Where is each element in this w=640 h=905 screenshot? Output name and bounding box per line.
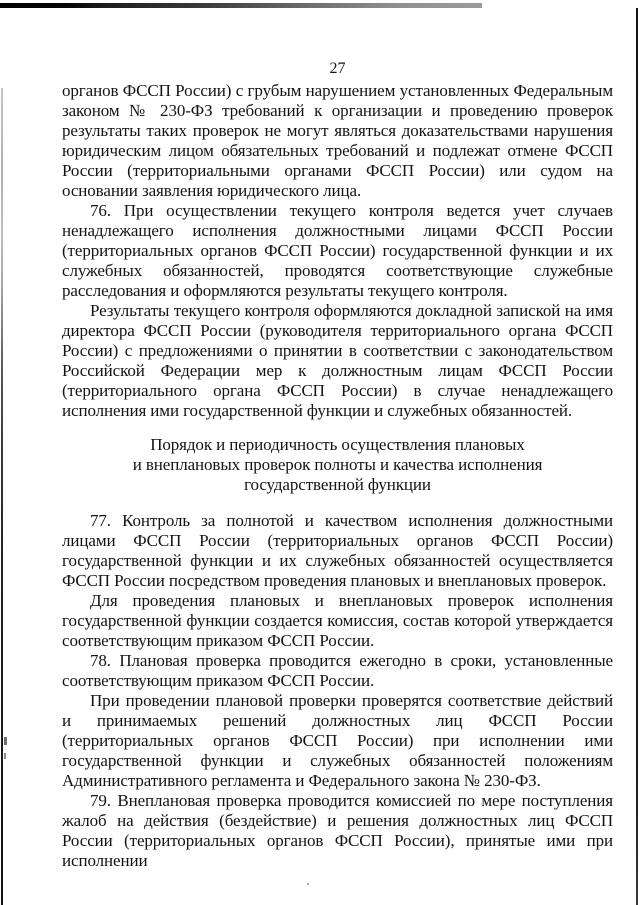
paragraph-commission: Для проведения плановых и внеплановых проверок исполнения государственной функции создается комиссия, состав которой утверждается соответствующим приказом ФССП России. xyxy=(62,591,613,650)
scan-edge-top-artifact xyxy=(0,3,482,8)
paragraph-76: 76. При осуществлении текущего контроля ведется учет случаев ненадлежащего исполнения должностными лицами ФССП России (территориальных органов ФССП России) государственной функции и их служебных обязанностей, проводятся соответствующие служебные расследования и оформляются результаты текущего контроля. xyxy=(62,201,613,300)
paragraph-continuation: органов ФССП России) с грубым нарушением установленных Федеральным законом № 230-ФЗ требований к организации и проведению проверок результаты таких проверок не могут являться доказательствами нарушения юридическим лицом обязательных требований и подлежат отмене ФССП России (территориальными органами ФССП России) или судом на основании заявления юридического лица. xyxy=(62,81,613,200)
scan-edge-left-artifact xyxy=(1,88,3,905)
section-heading xyxy=(62,435,613,495)
document-body xyxy=(62,81,613,871)
scan-noise-mark xyxy=(4,753,6,759)
scan-noise-mark xyxy=(4,737,7,745)
section-heading-line: и внеплановых проверок полноты и качества исполнения xyxy=(132,455,543,474)
paragraph-77: 77. Контроль за полнотой и качеством исполнения должностными лицами ФССП России (территориальных органов ФССП России) государственной функции и их служебных обязанностей осуществляется ФССП России посредством проведения плановых и внеплановых проверок. xyxy=(62,511,613,590)
paragraph-79: 79. Внеплановая проверка проводится комиссией по мере поступления жалоб на действия (бездействие) и решения должностных лиц ФССП России (территориальных органов ФССП России), принятые ими при исполнении xyxy=(62,791,613,870)
paragraph-results: Результаты текущего контроля оформляются докладной запиской на имя директора ФССП России (руководителя территориального органа ФССП России) с предложениями о принятии в соответствии с законодательством Российской Федерации мер к должностным лицам ФССП России (территориального органа ФССП России) в случае ненадлежащего исполнения ими государственной функции и служебных обязанностей. xyxy=(62,301,613,420)
section-heading-line: государственной функции xyxy=(244,475,431,494)
scan-noise-speck xyxy=(307,883,309,885)
page-number: 27 xyxy=(329,60,346,77)
paragraph-78: 78. Плановая проверка проводится ежегодно в сроки, установленные соответствующим приказом ФССП России. xyxy=(62,651,613,690)
section-heading-line: Порядок и периодичность осуществления плановых xyxy=(150,435,525,454)
paragraph-planned-check: При проведении плановой проверки проверятся соответствие действий и принимаемых решений должностных лиц ФССП России (территориальных органов ФССП России) при исполнении ими государственной функции и служебных обязанностей положениям Административного регламента и Федерального закона № 230-ФЗ. xyxy=(62,691,613,790)
scan-edge-right-artifact xyxy=(636,8,638,905)
